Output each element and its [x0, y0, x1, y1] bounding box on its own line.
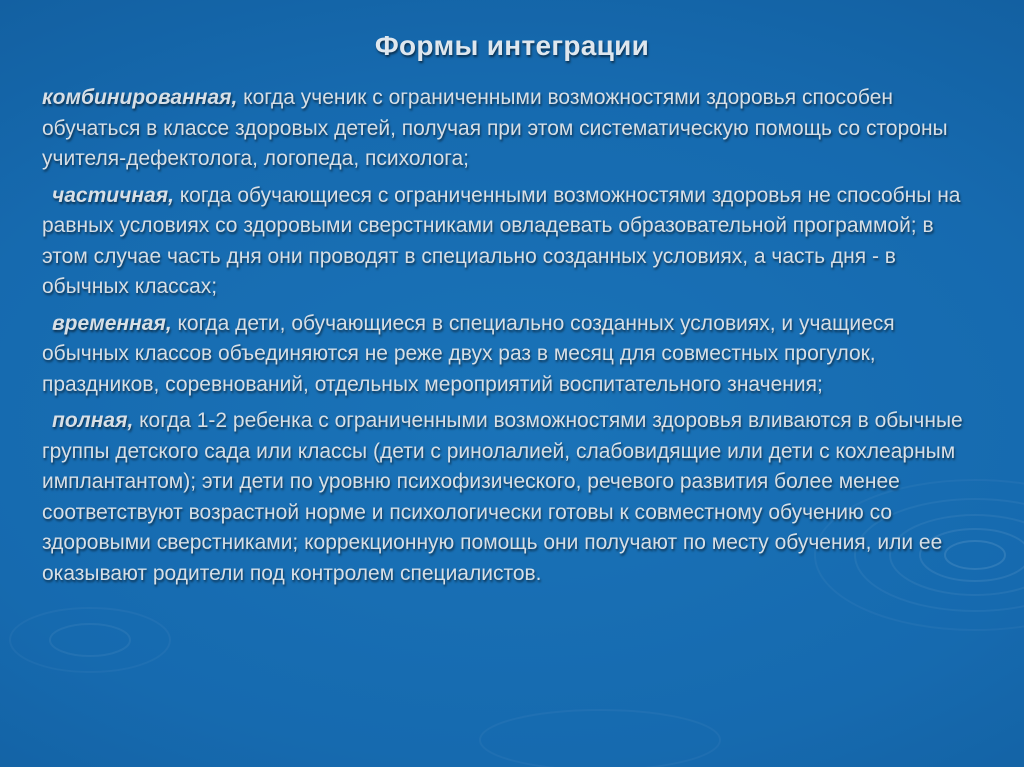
slide-body — [42, 83, 972, 595]
term-description: когда ученик с ограниченными возможностями здоровья способен обучаться в классе здоровых детей, получая при этом систематическую помощь со стороны учителя-дефектолога, логопеда, психолога; — [42, 86, 948, 170]
term-label: частичная, — [52, 183, 174, 207]
list-item — [42, 181, 972, 303]
slide-title: Формы интеграции — [374, 30, 650, 61]
term-label: полная, — [52, 409, 134, 432]
list-item — [42, 406, 972, 589]
term-description: когда обучающиеся с ограниченными возможностями здоровья не способны на равных условиях со здоровыми сверстниками овладевать образовательной программой; в этом случае часть дня они проводят в специально созданных условиях, а часть дня - в обычных классах; — [42, 183, 961, 298]
list-item — [42, 309, 972, 401]
term-label: комбинированная, — [42, 86, 238, 109]
term-description: когда дети, обучающиеся в специально созданных условиях, и учащиеся обычных классов объединяются не реже двух раз в месяц для совместных прогулок, праздников, соревнований, отдельных мероприятий воспитательного значения; — [42, 311, 895, 396]
term-label: временная, — [52, 311, 172, 335]
term-description: когда 1-2 ребенка с ограниченными возможностями здоровья вливаются в обычные группы детского сада или классы (дети с ринолалией, слабовидящие или дети с кохлеарным имплантантом); эти дети по уровню психофизического, речевого развития более менее соответствуют возрастной норме и психологически готовы к совместному обучению со здоровыми сверстниками; коррекционную помощь они получают по месту обучения, или ее оказывают родители под контролем специалистов. — [42, 409, 963, 585]
list-item — [42, 83, 972, 175]
